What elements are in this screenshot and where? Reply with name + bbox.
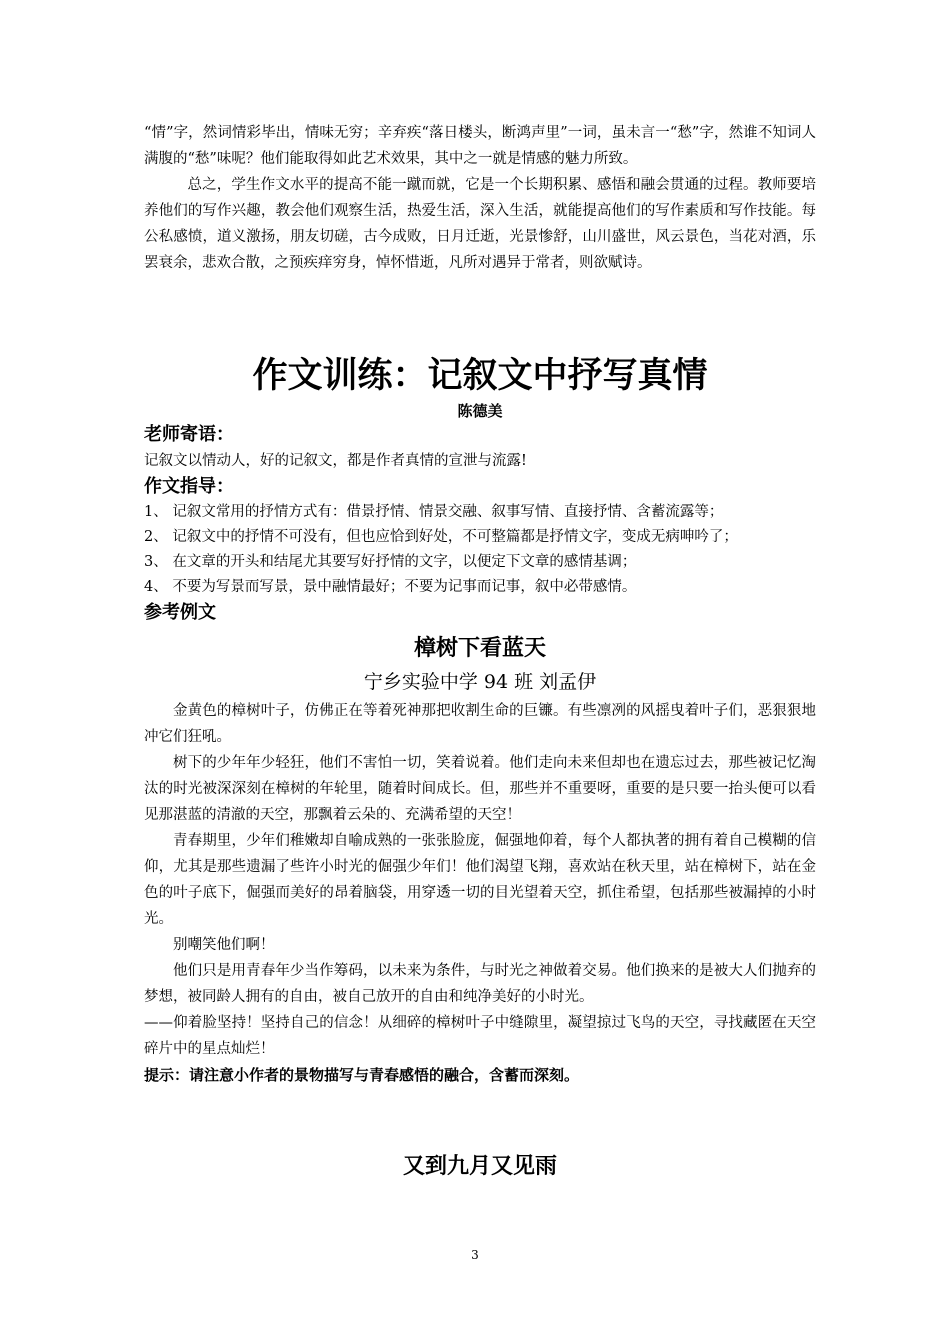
teacher-heading: 老师寄语： <box>144 424 234 445</box>
essay1-paragraph: 青春期里，少年们稚嫩却自喻成熟的一张张脸庞，倔强地仰着，每个人都执著的拥有着自己模糊的信仰，尤其是那些遗漏了些许小时光的倔强少年们！他们渴望飞翔，喜欢站在秋天里，站在樟树下，站在金色的叶子底下，倔强而美好的昂着脑袋，用穿透一切的目光望着天空，抓住希望，包括那些被漏掉的小时光。 <box>144 833 816 927</box>
essay1-title: 樟树下看蓝天 <box>413 636 546 661</box>
essay2-title: 又到九月又见雨 <box>402 1154 557 1179</box>
guide-item: 3、 在文章的开头和结尾尤其要写好抒情的文字，以便定下文章的感情基调； <box>144 554 637 570</box>
article-author: 陈德美 <box>457 402 503 420</box>
essay1-paragraph: 他们只是用青春年少当作筹码，以未来为条件，与时光之神做着交易。他们换来的是被大人们抛弃的梦想，被同龄人拥有的自由，被自己放开的自由和纯净美好的小时光。 <box>144 963 816 1005</box>
guide-heading: 作文指导： <box>144 476 234 497</box>
essay1-byline: 宁乡实验中学 94 班 刘孟伊 <box>363 671 597 693</box>
guide-item: 4、 不要为写景而写景，景中融情最好；不要为记事而记事，叙中必带感情。 <box>144 579 637 595</box>
example-heading: 参考例文 <box>144 602 216 623</box>
essay1-paragraph: 别嘲笑他们啊！ <box>173 937 275 953</box>
teacher-text: 记叙文以情动人，好的记叙文，都是作者真情的宣泄与流露! <box>144 453 527 469</box>
intro-paragraph-2: 总之，学生作文水平的提高不能一蹴而就，它是一个长期积累、感悟和融会贯通的过程。教师要培养他们的写作兴趣，教会他们观察生活，热爱生活，深入生活，就能提高他们的写作素质和写作技能。每公私感愤，道义激扬，朋友切磋，古今成败，日月迁逝，光景惨舒，山川盛世，风云景色，当花对酒，乐罢衰余，悲欢合散，之预疾痒穷身，悼怀惜逝，凡所对遇异于常者，则欲赋诗。 <box>144 177 816 271</box>
guide-item: 2、 记叙文中的抒情不可没有，但也应恰到好处，不可整篇都是抒情文字，变成无病呻吟了； <box>144 529 738 545</box>
essay1-hint: 提示：请注意小作者的景物描写与青春感悟的融合，含蓄而深刻。 <box>144 1066 580 1084</box>
essay1-paragraph: 金黄色的樟树叶子，仿佛正在等着死神那把收割生命的巨镰。有些凛冽的风摇曳着叶子们，恶狠狠地冲它们狂吼。 <box>144 703 816 745</box>
essay1-paragraph: 树下的少年年少轻狂，他们不害怕一切，笑着说着。他们走向未来但却也在遗忘过去，那些被记忆淘汰的时光被深深刻在樟树的年轮里，随着时间成长。但，那些并不重要呀，重要的是只要一抬头便可以看见那湛蓝的清澈的天空，那飘着云朵的、充满希望的天空！ <box>144 755 816 823</box>
article-title: 作文训练：记叙文中抒写真情 <box>252 356 708 396</box>
guide-item: 1、 记叙文常用的抒情方式有：借景抒情、情景交融、叙事写情、直接抒情、含蓄流露等； <box>144 504 724 520</box>
page-number: 3 <box>471 1248 479 1262</box>
document-page <box>144 120 816 1184</box>
essay1-closing: ——仰着脸坚持！坚持自己的信念！从细碎的樟树叶子中缝隙里，凝望掠过飞鸟的天空，寻找藏匿在天空碎片中的星点灿烂！ <box>144 1015 816 1057</box>
intro-paragraph-1: “情”字，然词情彩毕出，情味无穷；辛弃疾“落日楼头，断鸿声里”一词，虽未言一“愁”字，然谁不知词人满腹的“愁”味呢？他们能取得如此艺术效果，其中之一就是情感的魅力所致。 <box>144 125 816 167</box>
